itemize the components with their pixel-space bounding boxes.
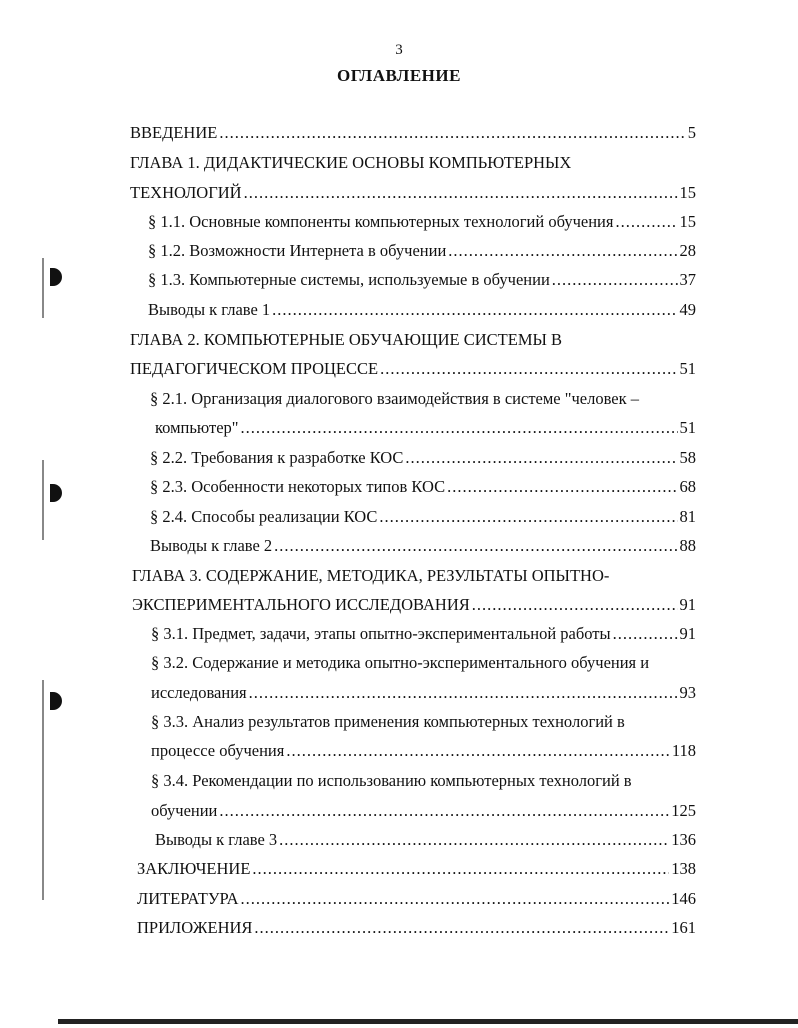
toc-entry-page: 51 (679, 359, 696, 378)
page-title: ОГЛАВЛЕНИЕ (337, 66, 461, 85)
toc-entry-page: 118 (671, 741, 696, 760)
toc-entry-text: § 2.3. Особенности некоторых типов КОС (150, 477, 446, 496)
toc-entry-section-1-3[interactable] (148, 270, 696, 294)
toc-entry-text: Выводы к главе 2 (150, 536, 273, 555)
toc-entry-page: 81 (679, 507, 696, 526)
page-bottom-edge (58, 1019, 798, 1024)
toc-entry-chapter-3-heading[interactable] (132, 566, 696, 590)
dot-leader (472, 595, 678, 615)
toc-entry-section-3-2[interactable] (151, 683, 696, 707)
dot-leader (279, 830, 669, 850)
toc-entry-text: ГЛАВА 2. КОМПЬЮТЕРНЫЕ ОБУЧАЮЩИЕ СИСТЕМЫ В (130, 330, 563, 349)
toc-entry-page: 136 (671, 830, 696, 849)
toc-entry-section-1-1[interactable] (148, 212, 696, 236)
toc-entry-conclusions-3[interactable] (155, 830, 696, 854)
toc-entry-text: § 3.3. Анализ результатов применения компьютерных технологий в (151, 712, 625, 731)
toc-entry-text: § 1.3. Компьютерные системы, используемые в обучении (148, 270, 550, 289)
dot-leader (552, 270, 678, 290)
binding-hole-mark (50, 484, 62, 502)
toc-entry-text: ГЛАВА 1. ДИДАКТИЧЕСКИЕ ОСНОВЫ КОМПЬЮТЕРНЫХ (130, 153, 572, 172)
dot-leader (286, 741, 670, 761)
toc-entry-page: 15 (679, 212, 696, 231)
toc-entry-appendix[interactable] (137, 918, 696, 942)
binding-hole-mark (50, 268, 62, 286)
toc-entry-text: § 3.1. Предмет, задачи, этапы опытно-экспериментальной работы (151, 624, 611, 643)
dot-leader (219, 801, 669, 821)
toc-entry-text: обучении (151, 801, 218, 820)
dot-leader (379, 507, 677, 527)
dot-leader (241, 889, 670, 909)
binding-edge-line (42, 258, 44, 318)
toc-entry-section-2-1[interactable] (155, 418, 696, 442)
toc-entry-chapter-2-heading[interactable] (130, 330, 696, 354)
toc-entry-page: 138 (671, 859, 696, 878)
toc-entry-section-3-3-heading[interactable] (151, 712, 696, 736)
binding-hole-mark (50, 692, 62, 710)
toc-entry-chapter-2[interactable] (130, 359, 696, 383)
toc-entry-text: процессе обучения (151, 741, 285, 760)
toc-entry-text: ГЛАВА 3. СОДЕРЖАНИЕ, МЕТОДИКА, РЕЗУЛЬТАТЫ ОПЫТНО- (132, 566, 610, 585)
toc-entry-section-2-2[interactable] (150, 448, 696, 472)
toc-entry-section-2-4[interactable] (150, 507, 696, 531)
toc-entry-page: 58 (679, 448, 696, 467)
toc-entry-page: 28 (679, 241, 696, 260)
binding-edge-line (42, 680, 44, 900)
toc-entry-chapter-1-heading[interactable] (130, 153, 696, 177)
toc-entry-text: ЗАКЛЮЧЕНИЕ (137, 859, 251, 878)
toc-entry-text: § 2.2. Требования к разработке КОС (150, 448, 404, 467)
dot-leader (613, 624, 678, 644)
page-number: 3 (395, 42, 403, 58)
toc-entry-text: ВВЕДЕНИЕ (130, 123, 218, 142)
toc-entry-section-1-2[interactable] (148, 241, 696, 265)
toc-entry-text: компьютер" (155, 418, 239, 437)
dot-leader (447, 477, 677, 497)
toc-entry-page: 93 (679, 683, 696, 702)
dot-leader (615, 212, 677, 232)
dot-leader (380, 359, 677, 379)
toc-entry-section-3-2-heading[interactable] (151, 653, 696, 677)
dot-leader (219, 123, 685, 143)
toc-entry-text: Выводы к главе 3 (155, 830, 278, 849)
dot-leader (241, 418, 678, 438)
toc-entry-page: 91 (679, 595, 696, 614)
toc-entry-conclusions-2[interactable] (150, 536, 696, 560)
toc-entry-page: 5 (687, 123, 696, 142)
toc-entry-section-3-4-heading[interactable] (151, 771, 696, 795)
toc-entry-page: 91 (679, 624, 696, 643)
toc-entry-page: 146 (671, 889, 696, 908)
toc-entry-page: 125 (671, 801, 696, 820)
toc-entry-section-2-3[interactable] (150, 477, 696, 501)
dot-leader (405, 448, 677, 468)
toc-entry-text: Выводы к главе 1 (148, 300, 271, 319)
toc-entry-text: § 2.4. Способы реализации КОС (150, 507, 378, 526)
toc-entry-text: ЭКСПЕРИМЕНТАЛЬНОГО ИССЛЕДОВАНИЯ (132, 595, 470, 614)
toc-entry-section-3-1[interactable] (151, 624, 696, 648)
toc-entry-page: 88 (679, 536, 696, 555)
dot-leader (254, 918, 669, 938)
toc-entry-text: ТЕХНОЛОГИЙ (130, 183, 242, 202)
toc-entry-text: § 2.1. Организация диалогового взаимодействия в системе "человек – (150, 389, 639, 408)
toc-entry-conclusion[interactable] (137, 859, 696, 883)
toc-entry-text: § 3.2. Содержание и методика опытно-экспериментального обучения и (151, 653, 650, 672)
toc-entry-page: 37 (679, 270, 696, 289)
toc-entry-text: ПЕДАГОГИЧЕСКОМ ПРОЦЕССЕ (130, 359, 379, 378)
toc-entry-page: 49 (679, 300, 696, 319)
dot-leader (244, 183, 678, 203)
toc-entry-section-2-1-heading[interactable] (150, 389, 696, 413)
toc-entry-text: ЛИТЕРАТУРА (137, 889, 239, 908)
toc-entry-page: 68 (679, 477, 696, 496)
toc-entry-conclusions-1[interactable] (148, 300, 696, 324)
toc-entry-text: исследования (151, 683, 247, 702)
toc-entry-intro[interactable] (130, 123, 696, 147)
dot-leader (274, 536, 677, 556)
binding-edge-line (42, 460, 44, 540)
toc-entry-text: § 1.2. Возможности Интернета в обучении (148, 241, 447, 260)
toc-entry-page: 51 (679, 418, 696, 437)
dot-leader (252, 859, 669, 879)
dot-leader (249, 683, 678, 703)
toc-entry-chapter-3[interactable] (132, 595, 696, 619)
toc-entry-literature[interactable] (137, 889, 696, 913)
toc-entry-text: § 3.4. Рекомендации по использованию компьютерных технологий в (151, 771, 632, 790)
dot-leader (272, 300, 677, 320)
toc-entry-text: ПРИЛОЖЕНИЯ (137, 918, 253, 937)
toc-entry-page: 15 (679, 183, 696, 202)
toc-entry-chapter-1[interactable] (130, 183, 696, 207)
toc-entry-section-3-3[interactable] (151, 741, 696, 765)
toc-entry-section-3-4[interactable] (151, 801, 696, 825)
toc-entry-text: § 1.1. Основные компоненты компьютерных технологий обучения (148, 212, 614, 231)
toc-entry-page: 161 (671, 918, 696, 937)
dot-leader (448, 241, 677, 261)
